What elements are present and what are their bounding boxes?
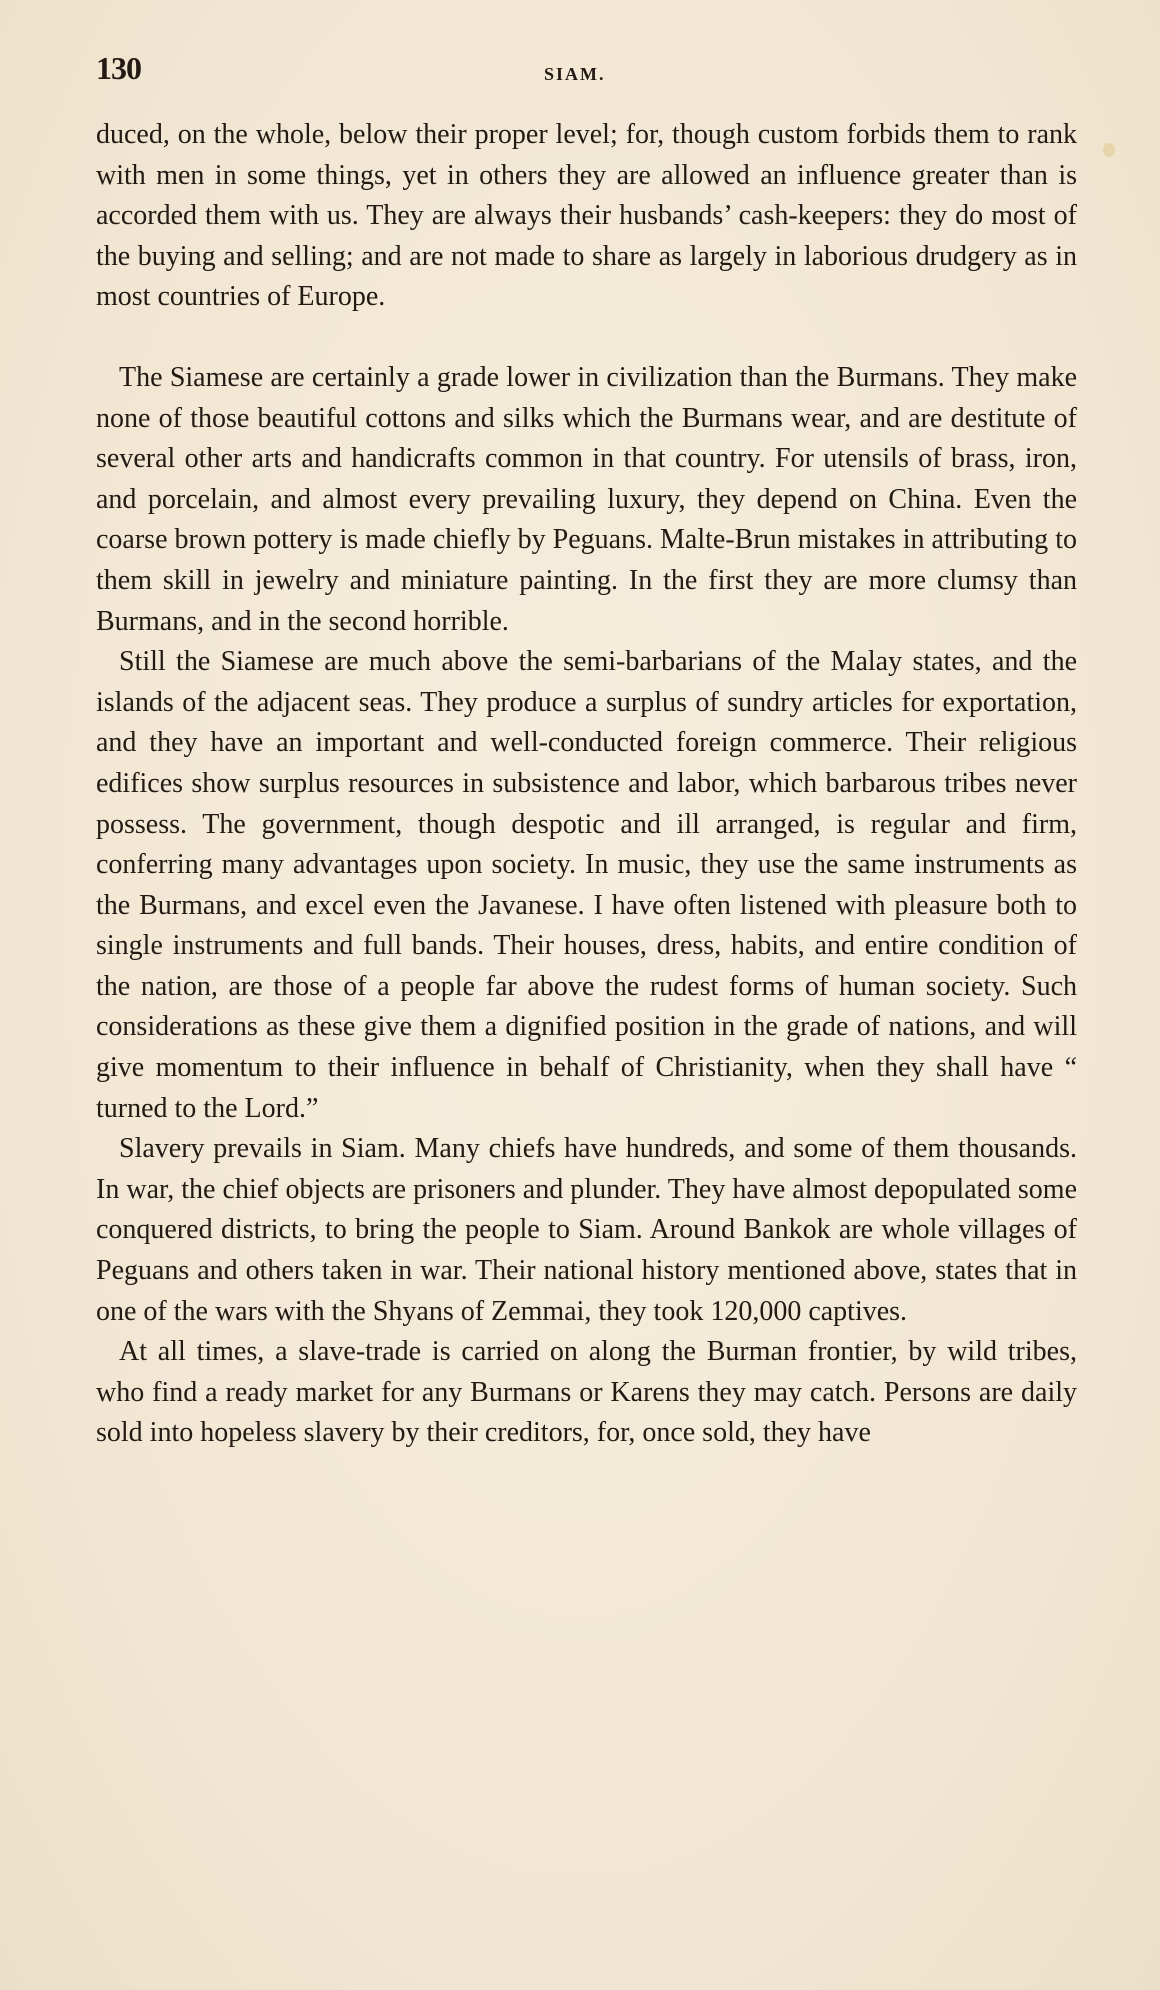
running-head: SIAM. — [544, 64, 606, 84]
paragraph-slavery: Slavery prevails in Siam. Many chiefs have hundreds, and some of them thousands. In war, the chief objects are prisoners and plunder. They have almost depopulated some conquered districts, to bring the people to Siam. Around Bankok are whole villages of Peguans and others taken in war. Their national history mentioned above, states that in one of the wars with the Shyans of Zemmai, they took 120,000 captives. — [96, 1133, 1077, 1327]
paragraph-continuation: duced, on the whole, below their proper level; for, though custom forbids them to rank with men in some things, yet in others they are allowed an influence greater than is accorded them with us. They are always their husbands’ cash-keepers: they do most of the buying and selling; and are not made to share as largely in laborious drudgery as in most countries of Europe. — [96, 119, 1077, 313]
page-number: 130 — [96, 50, 141, 86]
paragraph-slave-trade: At all times, a slave-trade is carried on along the Burman frontier, by wild tribes, who find a ready market for any Burmans or Karens they may catch. Persons are daily sold into hopeless slavery by their creditors, for, once sold, they have — [96, 1336, 1077, 1449]
paragraph-civilization: The Siamese are certainly a grade lower in civilization than the Burmans. They make none of those beautiful cottons and silks which the Burmans wear, and are destitute of several other arts and handicrafts common in that country. For utensils of brass, iron, and porcelain, and almost every prevailing luxury, they depend on China. Even the coarse brown pottery is made chiefly by Peguans. Malte-Brun mistakes in attributing to them skill in jewelry and miniature painting. In the first they are more clumsy than Burmans, and in the second horrible. — [96, 361, 1077, 637]
paper-stain — [1103, 143, 1115, 157]
body-text — [96, 115, 1077, 1454]
paragraph-semi-barbarians: Still the Siamese are much above the semi-barbarians of the Malay states, and the islands of the adjacent seas. They produce a surplus of sundry articles for exportation, and they have an important and well-conducted foreign commerce. Their religious edifices show surplus resources in subsistence and labor, which barbarous tribes never possess. The government, though despotic and ill arranged, is regular and firm, conferring many advantages upon society. In music, they use the same instruments as the Burmans, and excel even the Javanese. I have often listened with pleasure both to single instruments and full bands. Their houses, dress, habits, and entire condition of the nation, are those of a people far above the rudest forms of human society. Such considerations as these give them a dignified position in the grade of nations, and will give momentum to their influence in behalf of Christianity, when they shall have “ turned to the Lord.” — [96, 646, 1077, 1124]
page-header — [96, 50, 1096, 90]
